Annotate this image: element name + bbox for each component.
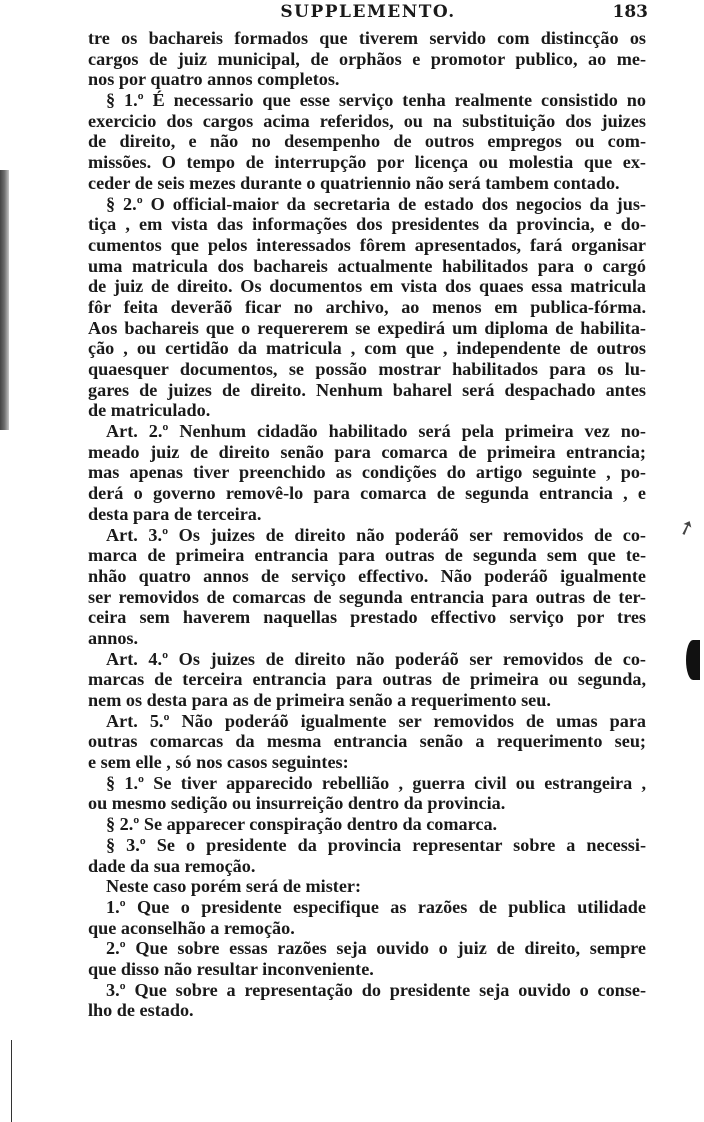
text-line: e sem elle , só nos casos seguintes: xyxy=(88,752,349,773)
text-line: ou mesmo sedição ou insurreição dentro da provincia. xyxy=(88,793,506,814)
text-line: exercicio dos cargos acima referidos, ou na substituição dos juizes xyxy=(88,110,646,131)
text-line: Art. 2.º Nenhum cidadão habilitado será pela primeira vez no- xyxy=(106,421,646,442)
paragraph xyxy=(88,876,646,897)
text-line: quaesquer documentos, se possão mostrar habilitados para os lu- xyxy=(88,359,646,379)
paragraph xyxy=(88,421,646,524)
text-line: que aconselhão a remoção. xyxy=(88,917,295,938)
text-line: tre os bachareis formados que tiverem servido com distincção os xyxy=(88,28,646,48)
text-line: § 1.º Se tiver apparecido rebellião , guerra civil ou estrangeira , xyxy=(106,772,646,793)
body-text xyxy=(88,28,646,1021)
text-line: nhão quatro annos de serviço effectivo. Não poderáõ igualmente xyxy=(88,565,646,586)
text-line: de matriculado. xyxy=(88,400,211,421)
paragraph xyxy=(88,525,646,649)
paragraph xyxy=(88,897,646,938)
text-line: cargos de juiz municipal, de orphãos e promotor publico, ao me- xyxy=(88,48,646,69)
text-line: ceira sem haverem naquellas prestado effectivo serviço por tres xyxy=(88,607,646,628)
text-line: § 2.º O official-maior da secretaria de estado dos negocios da jus- xyxy=(106,193,646,214)
text-line: Neste caso porém será de mister: xyxy=(106,876,362,897)
text-line: 1.º Que o presidente especifique as razões de publica utilidade xyxy=(106,896,646,917)
text-line: Art. 5.º Não poderáõ igualmente ser removidos de umas para xyxy=(106,710,646,731)
text-line: missões. O tempo de interrupção por licença ou molestia que ex- xyxy=(88,152,646,173)
text-line: § 1.º É necessario que esse serviço tenha realmente consistido no xyxy=(106,90,646,111)
paragraph xyxy=(88,649,646,711)
text-line: § 2.º Se apparecer conspiração dentro da comarca. xyxy=(106,814,498,835)
paragraph xyxy=(88,814,646,835)
page-number: 183 xyxy=(612,2,648,22)
text-line: tiça , em vista das informações dos presidentes da provincia, e do- xyxy=(88,214,646,235)
text-line: meado juiz de direito senão para comarca de primeira entrancia; xyxy=(88,441,646,462)
text-line: mas apenas tiver preenchido as condições do artigo seguinte , po- xyxy=(88,462,646,483)
text-line: cumentos que pelos interessados fôrem apresentados, fará organisar xyxy=(88,234,646,255)
text-line: de direito, e não no desempenho de outros empregos ou com- xyxy=(88,131,646,152)
text-line: Aos bachareis que o requererem se expedirá um diploma de habilita- xyxy=(88,317,646,338)
text-line: § 3.º Se o presidente da provincia representar sobre a necessi- xyxy=(106,834,646,855)
text-line: lho de estado. xyxy=(88,1000,194,1021)
margin-arrow-mark: ➚ xyxy=(674,514,699,542)
text-line: 3.º Que sobre a representação do presidente seja ouvido o conse- xyxy=(106,979,646,1000)
paragraph xyxy=(88,28,646,90)
text-line: Art. 3.º Os juizes de direito não poderáõ ser removidos de co- xyxy=(106,524,646,545)
text-line: de juiz de direito. Os documentos em vista dos quaes essa matricula xyxy=(88,276,646,297)
paragraph xyxy=(88,90,646,193)
text-line: Art. 4.º Os juizes de direito não poderáõ ser removidos de co- xyxy=(106,648,646,669)
text-line: outras comarcas da mesma entrancia senão a requerimento seu; xyxy=(88,731,646,752)
scan-edge-line xyxy=(11,1040,12,1122)
text-line: ser removidos de comarcas de segunda entrancia para outras de ter- xyxy=(88,586,646,607)
text-line: marca de primeira entrancia para outras de segunda sem que te- xyxy=(88,545,646,566)
text-line: ção , ou certidão da matricula , com que , independente de outros xyxy=(88,338,646,359)
paragraph xyxy=(88,194,646,422)
margin-ink-blot xyxy=(686,640,700,680)
page-header xyxy=(88,2,648,24)
paragraph xyxy=(88,773,646,814)
text-line: uma matricula dos bachareis actualmente habilitados para o cargó xyxy=(88,255,646,276)
paragraph xyxy=(88,938,646,979)
text-line: desta para de terceira. xyxy=(88,503,262,524)
paragraph xyxy=(88,711,646,773)
text-line: ceder de seis mezes durante o quatriennio não será tambem contado. xyxy=(88,172,620,193)
scan-edge-shadow xyxy=(0,170,9,430)
text-line: fôr feita deverãõ ficar no archivo, ao menos em publica-fórma. xyxy=(88,296,646,317)
text-line: marcas de terceira entrancia para outras de primeira ou segunda, xyxy=(88,669,646,690)
running-title: SUPPLEMENTO. xyxy=(280,2,456,22)
text-line: dade da sua remoção. xyxy=(88,855,256,876)
text-line: annos. xyxy=(88,627,139,648)
paragraph xyxy=(88,835,646,876)
text-line: 2.º Que sobre essas razões seja ouvido o juiz de direito, sempre xyxy=(106,938,646,959)
text-line: derá o governo removê-lo para comarca de segunda entrancia , e xyxy=(88,483,646,504)
text-line: nos por quatro annos completos. xyxy=(88,69,340,90)
paragraph xyxy=(88,980,646,1021)
text-line: que disso não resultar inconveniente. xyxy=(88,958,374,979)
text-line: nem os desta para as de primeira senão a requerimento seu. xyxy=(88,690,551,710)
text-line: gares de juizes de direito. Nenhum baharel será despachado antes xyxy=(88,379,646,400)
